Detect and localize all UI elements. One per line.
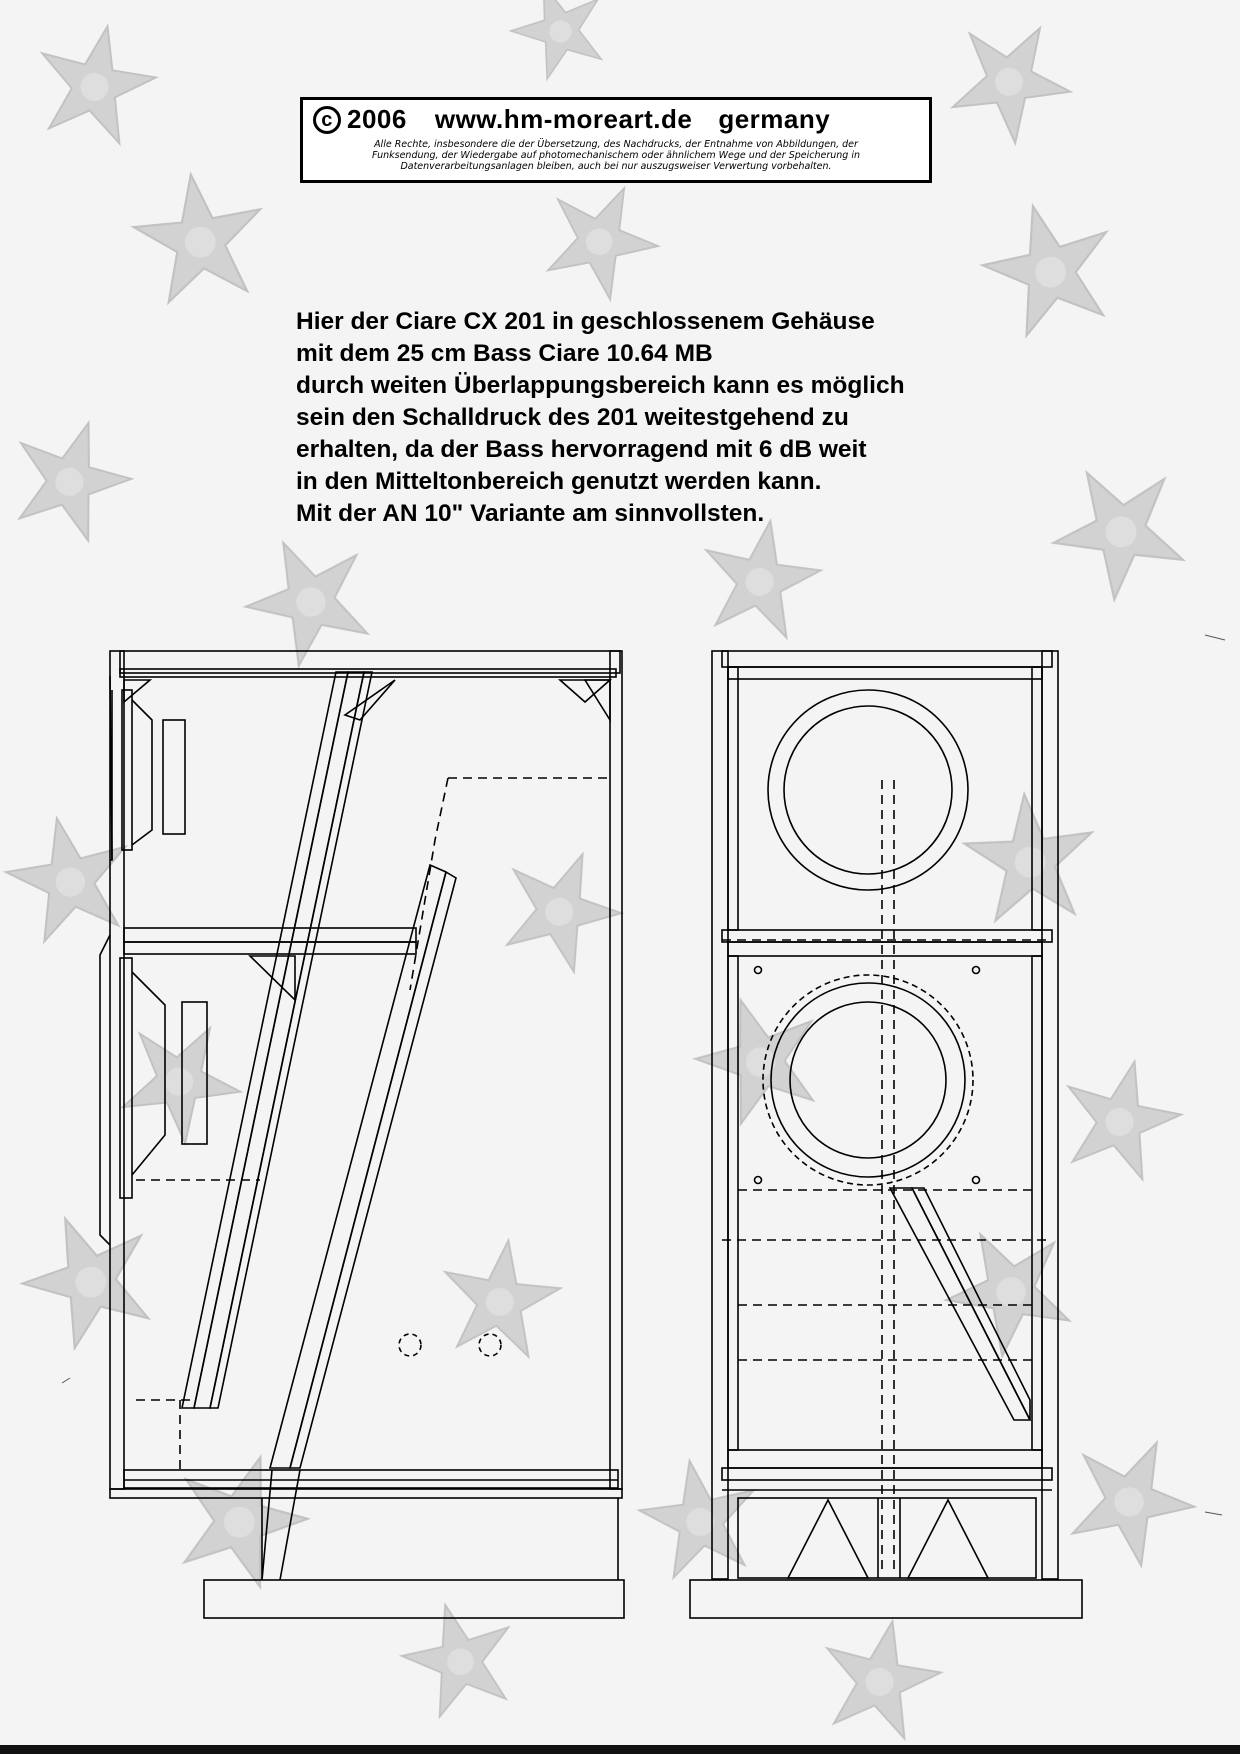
copyright-note-line: Funksendung, der Wiedergabe auf photomechanischem oder ähnlichem Wege und der Speicherung in: [372, 150, 860, 161]
left-stand-base: [204, 1580, 624, 1618]
bass-ring-outer: [771, 983, 965, 1177]
screw-icon: [755, 1177, 762, 1184]
copyright-note-line: Datenverarbeitungsanlagen bleiben, auch bei nur auszugsweiser Verwertung vorbehalten.: [400, 161, 832, 172]
screw-icon: [973, 967, 980, 974]
bass-ring-inner: [790, 1002, 946, 1158]
right-stand-base: [690, 1580, 1082, 1618]
tweeter-ring-inner: [784, 706, 952, 874]
middle-shelf: [124, 928, 416, 942]
description-line: durch weiten Überlappungsbereich kann es möglich: [296, 372, 905, 399]
bass-driver: [182, 1002, 207, 1144]
tweeter-driver: [163, 720, 185, 834]
screw-icon: [973, 1177, 980, 1184]
copyright-year: 2006: [347, 104, 407, 134]
description-line: mit dem 25 cm Bass Ciare 10.64 MB: [296, 340, 713, 367]
description-line: Mit der AN 10" Variante am sinnvollsten.: [296, 500, 765, 527]
side-section-view: [100, 651, 624, 1618]
tweeter-ring-outer: [768, 690, 968, 890]
copyright-icon: c: [313, 106, 341, 134]
bottom-panel: [124, 1470, 618, 1488]
port-circle: [479, 1334, 501, 1356]
scan-edge: [0, 1745, 1240, 1754]
description-line: sein den Schalldruck des 201 weitestgehend zu: [296, 404, 849, 431]
copyright-country: germany: [718, 104, 831, 134]
copyright-note-line: Alle Rechte, insbesondere die der Übersetzung, des Nachdrucks, der Entnahme von Abbildungen, der: [374, 139, 858, 150]
left-back-wall: [610, 651, 622, 1489]
front-view: [690, 651, 1082, 1618]
description-line: in den Mitteltonbereich genutzt werden kann.: [296, 468, 822, 495]
port-circle: [399, 1334, 421, 1356]
copyright-url: www.hm-moreart.de: [434, 104, 693, 134]
slanted-dividers: [182, 672, 456, 1468]
description-line: Hier der Ciare CX 201 in geschlossenem Gehäuse: [296, 308, 875, 335]
description-line: erhalten, da der Bass hervorragend mit 6 dB weit: [296, 436, 867, 463]
bass-cutout-dashed: [763, 975, 973, 1185]
screw-icon: [755, 967, 762, 974]
